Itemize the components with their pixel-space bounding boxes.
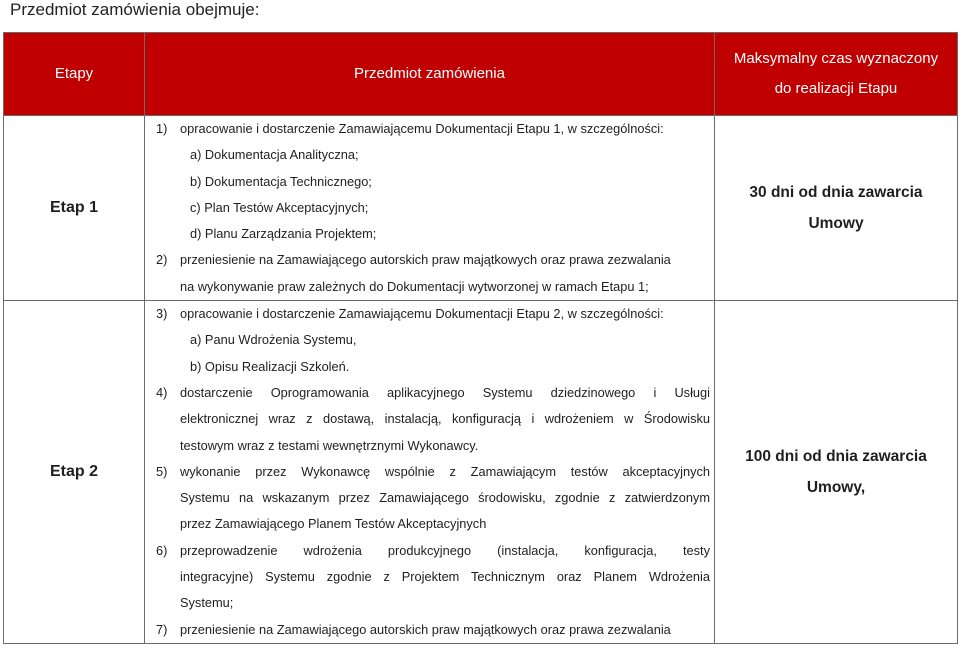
sub-item (151, 195, 710, 221)
deadline-cell (715, 116, 958, 301)
sub-item (151, 221, 710, 247)
sub-item-text: a) Dokumentacja Analityczna; (190, 147, 359, 163)
subject-cell (145, 116, 715, 301)
list-item-continuation (151, 564, 710, 590)
list-item-text: opracowanie i dostarczenie Zamawiającemu Dokumentacji Etapu 2, w szczególności: (180, 306, 664, 322)
continuation-text: elektronicznej wraz z dostawą, instalacją, konfiguracją i wdrożeniem w Środowisku (180, 411, 710, 427)
stage-cell: Etap 2 (4, 301, 145, 644)
sub-item (151, 169, 710, 195)
sub-item-text: c) Plan Testów Akceptacyjnych; (190, 199, 369, 215)
header-subject: Przedmiot zamówienia (145, 33, 715, 116)
header-max-time-line1: Maksymalny czas wyznaczony (733, 50, 939, 67)
list-item-number: 6) (156, 542, 168, 558)
sub-item-text: b) Opisu Realizacji Szkoleń. (190, 358, 350, 374)
header-max-time (715, 33, 958, 116)
list-item-text: dostarczenie Oprogramowania aplikacyjnego Systemu dziedzinowego i Usługi (180, 384, 710, 400)
table-row (4, 116, 958, 301)
list-item (151, 301, 710, 327)
list-item-number: 1) (156, 121, 168, 136)
deadline-cell (715, 301, 958, 644)
list-item-continuation (151, 511, 710, 537)
list-item-text: przeniesienie na Zamawiającego autorskich praw majątkowych oraz prawa zezwalania (180, 252, 671, 268)
continuation-text: na wykonywanie praw zależnych do Dokumentacji wytworzonej w ramach Etapu 1; (180, 278, 649, 294)
continuation-text: Systemu na wskazanym przez Zamawiającego środowisku, zgodnie z zatwierdzonym (180, 490, 710, 506)
list-item-number: 7) (156, 621, 168, 637)
list-item-text: przeniesienie na Zamawiającego autorskich praw majątkowych oraz prawa zezwalania (180, 621, 671, 637)
list-item-number: 5) (156, 463, 168, 479)
list-item-text: wykonanie przez Wykonawcę wspólnie z Zamawiającym testów akceptacyjnych (180, 463, 710, 479)
continuation-text: przez Zamawiającego Planem Testów Akceptacyjnych (180, 516, 487, 532)
continuation-text: integracyjne) Systemu zgodnie z Projektem Technicznym oraz Planem Wdrożenia (180, 569, 710, 585)
deadline-line2: Umowy (808, 215, 864, 233)
list-item (151, 380, 710, 406)
deadline-line1: 100 dni od dnia zawarcia (745, 448, 927, 465)
table-header-row (4, 33, 958, 116)
list-item (151, 247, 710, 273)
stage-cell: Etap 1 (4, 116, 145, 301)
deadline-line2: Umowy, (806, 479, 866, 496)
list-item-number: 2) (156, 252, 168, 268)
list-item (151, 538, 710, 564)
list-item-number: 3) (156, 306, 168, 322)
sub-item (151, 327, 710, 353)
section-heading: Przedmiot zamówienia obejmuje: (10, 0, 260, 19)
order-subject-table (3, 32, 958, 644)
list-item-continuation (151, 590, 710, 616)
continuation-text: testowym wraz z testami wewnętrznymi Wykonawcy. (180, 437, 479, 453)
continuation-text: Systemu; (180, 595, 234, 611)
list-item-continuation (151, 485, 710, 511)
sub-item-text: a) Panu Wdrożenia Systemu, (190, 332, 357, 348)
list-item-continuation (151, 406, 710, 432)
list-item (151, 617, 710, 643)
list-item-continuation (151, 433, 710, 459)
list-item (151, 459, 710, 485)
list-item-text: opracowanie i dostarczenie Zamawiającemu Dokumentacji Etapu 1, w szczególności: (180, 121, 664, 136)
sub-item (151, 354, 710, 380)
table-row (4, 301, 958, 644)
list-item-continuation (151, 274, 710, 300)
sub-item-text: d) Planu Zarządzania Projektem; (190, 226, 377, 242)
list-item (151, 116, 710, 142)
header-max-time-line2: do realizacji Etapu (774, 80, 898, 97)
sub-item (151, 142, 710, 168)
list-item-number: 4) (156, 384, 168, 400)
sub-item-text: b) Dokumentacja Technicznego; (190, 173, 372, 189)
list-item-text: przeprowadzenie wdrożenia produkcyjnego (instalacja, konfiguracja, testy (180, 542, 710, 558)
subject-cell (145, 301, 715, 644)
deadline-line1: 30 dni od dnia zawarcia (749, 184, 923, 202)
header-stages: Etapy (4, 33, 145, 116)
